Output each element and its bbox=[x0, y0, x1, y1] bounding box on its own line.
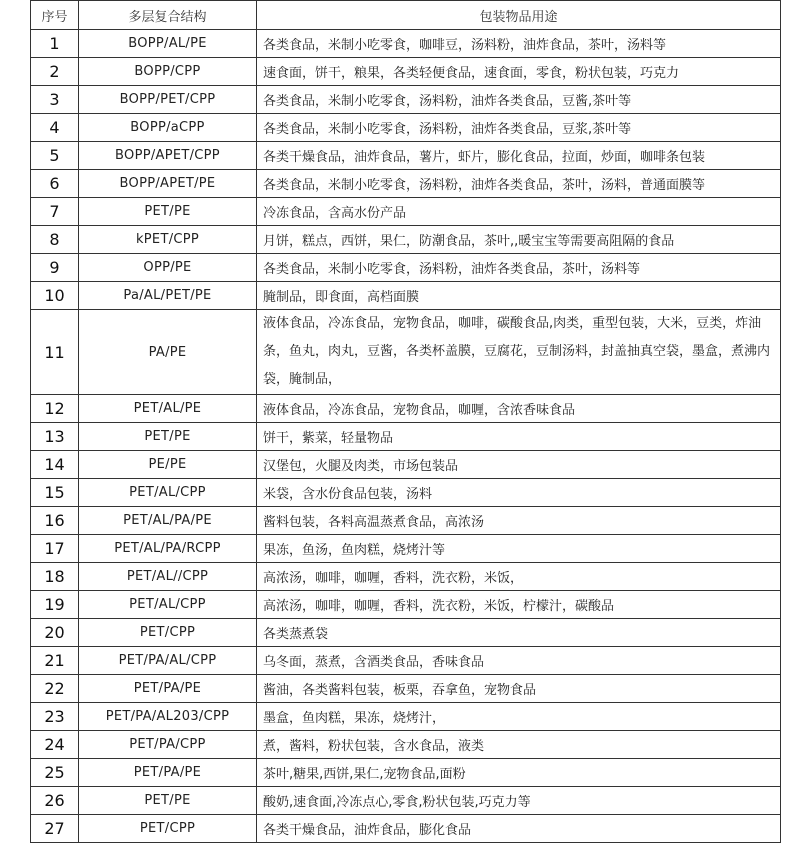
row-index: 3 bbox=[31, 86, 79, 114]
table-row bbox=[31, 142, 781, 170]
row-structure: PET/AL/CPP bbox=[79, 479, 257, 507]
table-row bbox=[31, 563, 781, 591]
row-index: 27 bbox=[31, 815, 79, 843]
row-uses: 米袋，含水份食品包装，汤料 bbox=[257, 479, 781, 507]
table-row bbox=[31, 703, 781, 731]
table-row bbox=[31, 815, 781, 843]
table-row bbox=[31, 591, 781, 619]
row-uses: 各类食品，米制小吃零食，汤料粉，油炸各类食品，豆酱,茶叶等 bbox=[257, 86, 781, 114]
row-structure: BOPP/aCPP bbox=[79, 114, 257, 142]
row-index: 23 bbox=[31, 703, 79, 731]
row-uses: 冷冻食品，含高水份产品 bbox=[257, 198, 781, 226]
row-uses: 果冻，鱼汤，鱼肉糕，烧烤汁等 bbox=[257, 535, 781, 563]
row-structure: BOPP/APET/PE bbox=[79, 170, 257, 198]
row-uses: 饼干，紫菜，轻量物品 bbox=[257, 423, 781, 451]
row-index: 17 bbox=[31, 535, 79, 563]
row-structure: PET/AL/CPP bbox=[79, 591, 257, 619]
row-index: 13 bbox=[31, 423, 79, 451]
row-index: 20 bbox=[31, 619, 79, 647]
row-structure: PET/PE bbox=[79, 423, 257, 451]
row-structure: BOPP/CPP bbox=[79, 58, 257, 86]
packaging-table-container bbox=[30, 0, 780, 843]
row-uses: 煮，酱料，粉状包装，含水食品，液类 bbox=[257, 731, 781, 759]
row-structure: PET/PA/AL203/CPP bbox=[79, 703, 257, 731]
table-header-row bbox=[31, 1, 781, 30]
header-index: 序号 bbox=[31, 1, 79, 30]
row-uses: 腌制品，即食面，高档面膜 bbox=[257, 282, 781, 310]
row-uses: 酱料包装，各料高温蒸煮食品，高浓汤 bbox=[257, 507, 781, 535]
row-structure: PET/AL/PA/PE bbox=[79, 507, 257, 535]
row-index: 15 bbox=[31, 479, 79, 507]
row-uses: 月饼，糕点，西饼，果仁，防潮食品，茶叶,,暖宝宝等需要高阻隔的食品 bbox=[257, 226, 781, 254]
row-index: 18 bbox=[31, 563, 79, 591]
table-row bbox=[31, 675, 781, 703]
row-structure: kPET/CPP bbox=[79, 226, 257, 254]
row-uses: 汉堡包，火腿及肉类，市场包装品 bbox=[257, 451, 781, 479]
table-row bbox=[31, 86, 781, 114]
row-index: 10 bbox=[31, 282, 79, 310]
row-index: 6 bbox=[31, 170, 79, 198]
table-row bbox=[31, 535, 781, 563]
table-row bbox=[31, 395, 781, 423]
row-index: 5 bbox=[31, 142, 79, 170]
row-index: 19 bbox=[31, 591, 79, 619]
row-structure: PET/PE bbox=[79, 787, 257, 815]
row-uses: 各类蒸煮袋 bbox=[257, 619, 781, 647]
table-row bbox=[31, 647, 781, 675]
row-index: 8 bbox=[31, 226, 79, 254]
row-structure: PET/PA/PE bbox=[79, 759, 257, 787]
row-index: 2 bbox=[31, 58, 79, 86]
table-row bbox=[31, 198, 781, 226]
row-structure: PET/AL/PA/RCPP bbox=[79, 535, 257, 563]
row-index: 21 bbox=[31, 647, 79, 675]
row-uses: 高浓汤，咖啡，咖喱，香料，洗衣粉，米饭， bbox=[257, 563, 781, 591]
row-uses: 高浓汤，咖啡，咖喱，香料，洗衣粉，米饭，柠檬汁，碳酸品 bbox=[257, 591, 781, 619]
table-row bbox=[31, 114, 781, 142]
row-index: 7 bbox=[31, 198, 79, 226]
row-uses: 茶叶,糖果,西饼,果仁,宠物食品,面粉 bbox=[257, 759, 781, 787]
table-row bbox=[31, 507, 781, 535]
row-index: 12 bbox=[31, 395, 79, 423]
row-structure: OPP/PE bbox=[79, 254, 257, 282]
row-index: 14 bbox=[31, 451, 79, 479]
table-row bbox=[31, 423, 781, 451]
row-index: 22 bbox=[31, 675, 79, 703]
row-uses: 各类干燥食品，油炸食品，薯片，虾片，膨化食品，拉面，炒面，咖啡条包装 bbox=[257, 142, 781, 170]
row-index: 11 bbox=[31, 310, 79, 395]
row-structure: PET/PA/AL/CPP bbox=[79, 647, 257, 675]
table-row bbox=[31, 787, 781, 815]
row-uses: 酸奶,速食面,冷冻点心,零食,粉状包装,巧克力等 bbox=[257, 787, 781, 815]
row-index: 25 bbox=[31, 759, 79, 787]
row-structure: PET/CPP bbox=[79, 619, 257, 647]
row-uses: 各类食品，米制小吃零食，汤料粉，油炸各类食品，茶叶，汤料，普通面膜等 bbox=[257, 170, 781, 198]
row-structure: PET/CPP bbox=[79, 815, 257, 843]
row-structure: BOPP/AL/PE bbox=[79, 30, 257, 58]
row-index: 24 bbox=[31, 731, 79, 759]
row-structure: PA/PE bbox=[79, 310, 257, 395]
table-body bbox=[31, 30, 781, 843]
row-structure: PET/AL//CPP bbox=[79, 563, 257, 591]
row-structure: PET/AL/PE bbox=[79, 395, 257, 423]
table-row bbox=[31, 619, 781, 647]
row-uses: 各类食品，米制小吃零食，汤料粉，油炸各类食品，茶叶，汤料等 bbox=[257, 254, 781, 282]
table-row bbox=[31, 30, 781, 58]
row-index: 1 bbox=[31, 30, 79, 58]
table-row bbox=[31, 479, 781, 507]
row-structure: PET/PE bbox=[79, 198, 257, 226]
table-row bbox=[31, 226, 781, 254]
table-row bbox=[31, 310, 781, 395]
row-uses: 液体食品，冷冻食品，宠物食品，咖啡，碳酸食品,肉类，重型包装，大米，豆类，炸油条，鱼丸，肉丸，豆酱，各类杯盖膜，豆腐花，豆制汤料，封盖抽真空袋，墨盒，煮沸内袋，腌制品， bbox=[257, 310, 781, 395]
header-uses: 包装物品用途 bbox=[257, 1, 781, 30]
row-uses: 速食面，饼干，粮果，各类轻便食品，速食面，零食，粉状包装，巧克力 bbox=[257, 58, 781, 86]
row-structure: PET/PA/CPP bbox=[79, 731, 257, 759]
row-structure: BOPP/PET/CPP bbox=[79, 86, 257, 114]
table-row bbox=[31, 58, 781, 86]
row-uses: 酱油，各类酱料包装，板栗，吞拿鱼，宠物食品 bbox=[257, 675, 781, 703]
table-row bbox=[31, 731, 781, 759]
row-uses: 乌冬面，蒸煮，含酒类食品，香味食品 bbox=[257, 647, 781, 675]
row-structure: PE/PE bbox=[79, 451, 257, 479]
packaging-structure-table bbox=[30, 0, 781, 843]
row-index: 4 bbox=[31, 114, 79, 142]
row-structure: BOPP/APET/CPP bbox=[79, 142, 257, 170]
row-structure: Pa/AL/PET/PE bbox=[79, 282, 257, 310]
row-uses: 液体食品，冷冻食品，宠物食品，咖喱，含浓香味食品 bbox=[257, 395, 781, 423]
table-row bbox=[31, 451, 781, 479]
table-row bbox=[31, 254, 781, 282]
row-uses: 墨盒，鱼肉糕，果冻，烧烤汁， bbox=[257, 703, 781, 731]
row-uses: 各类食品，米制小吃零食，咖啡豆，汤料粉，油炸食品，茶叶，汤料等 bbox=[257, 30, 781, 58]
table-row bbox=[31, 170, 781, 198]
row-index: 9 bbox=[31, 254, 79, 282]
row-structure: PET/PA/PE bbox=[79, 675, 257, 703]
row-index: 16 bbox=[31, 507, 79, 535]
row-index: 26 bbox=[31, 787, 79, 815]
row-uses: 各类食品，米制小吃零食，汤料粉，油炸各类食品，豆浆,茶叶等 bbox=[257, 114, 781, 142]
row-uses: 各类干燥食品，油炸食品，膨化食品 bbox=[257, 815, 781, 843]
table-row bbox=[31, 759, 781, 787]
header-structure: 多层复合结构 bbox=[79, 1, 257, 30]
table-row bbox=[31, 282, 781, 310]
